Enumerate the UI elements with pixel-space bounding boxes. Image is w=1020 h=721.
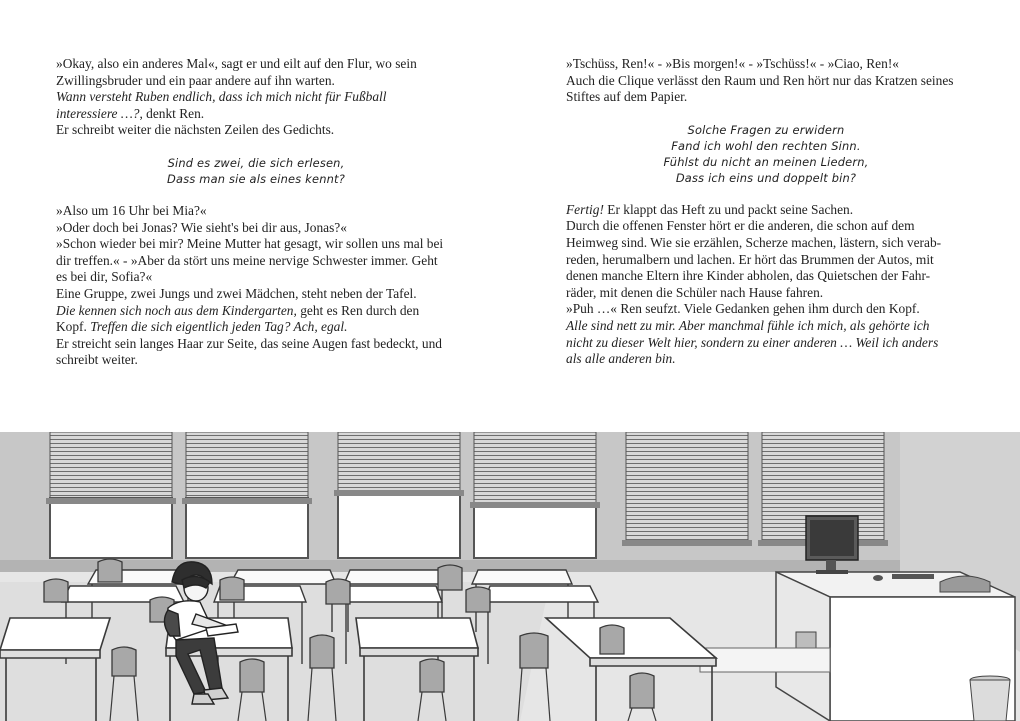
italic-thought-line: als alle anderen bin. bbox=[566, 351, 676, 367]
paragraph-haar-1: Er streicht sein langes Haar zur Seite, das seine Augen fast bedeckt, und bbox=[56, 335, 442, 351]
ruben-tail: , denkt Ren. bbox=[139, 105, 205, 121]
body-line: räder, mit denen die Schüler nach Hause fahren. bbox=[566, 284, 824, 300]
thought-treffen: Treffen die sich eigentlich jeden Tag? Ach, egal. bbox=[90, 319, 348, 335]
goodbye-line: Auch die Clique verlässt den Raum und Ren hört nur das Kratzen seines bbox=[566, 72, 954, 88]
ruben-thought-2: interessiere …? bbox=[56, 105, 140, 121]
teacher-platform bbox=[700, 648, 830, 672]
goodbye-line: Stiftes auf dem Papier. bbox=[566, 89, 688, 105]
body-line: reden, herumalbern und lachen. Er hört das Brummen der Autos, mit bbox=[566, 251, 934, 267]
window-5 bbox=[622, 432, 752, 546]
window-2 bbox=[182, 432, 312, 558]
poem-stanza-1 bbox=[56, 155, 456, 187]
body-line: denen manche Eltern ihre Kinder abholen, das Quietschen der Fahr- bbox=[566, 268, 931, 284]
poem-line: Fühlst du nicht an meinen Liedern, bbox=[663, 154, 869, 169]
dialogue-line: »Oder doch bei Jonas? Wie sieht's bei dir aus, Jonas?« bbox=[56, 219, 347, 235]
dialogue-line: Eine Gruppe, zwei Jungs und zwei Mädchen, steht neben der Tafel. bbox=[56, 285, 417, 301]
poem-line: Dass ich eins und doppelt bin? bbox=[675, 170, 857, 185]
poem-line: Sind es zwei, die sich erlesen, bbox=[167, 155, 345, 170]
thought-mid: geht es Ren durch den bbox=[296, 302, 420, 318]
classroom-illustration bbox=[0, 432, 1020, 721]
fertig-rest: Er klappt das Heft zu und packt seine Sachen. bbox=[603, 201, 854, 217]
window-4 bbox=[470, 432, 600, 558]
poem-stanza-2 bbox=[566, 122, 966, 186]
paragraph-fertig bbox=[566, 202, 966, 219]
thought-kindergarten: Die kennen sich noch aus dem Kindergarten, bbox=[56, 302, 297, 318]
body-line: Durch die offenen Fenster hört er die anderen, die schon auf dem bbox=[566, 218, 915, 234]
italic-thought-line: nicht zu dieser Welt hier, sondern zu einer anderen … Weil ich anders bbox=[566, 334, 939, 350]
window-1 bbox=[46, 432, 176, 558]
right-text-column bbox=[566, 56, 966, 368]
dialogue-line: »Schon wieder bei mir? Meine Mutter hat gesagt, wir sollen uns mal bei bbox=[56, 236, 444, 252]
left-text-column bbox=[56, 56, 456, 369]
paragraph-flur-1: »Okay, also ein anderes Mal«, sagt er und eilt auf den Flur, wo sein bbox=[56, 56, 417, 71]
poem-line: Fand ich wohl den rechten Sinn. bbox=[671, 138, 861, 153]
dialogue-line: dir treffen.« - »Aber da stört uns meine nervige Schwester immer. Geht bbox=[56, 252, 438, 268]
paragraph-kindergarten bbox=[56, 303, 456, 336]
thought-kopf: Kopf. bbox=[56, 319, 91, 335]
window-3 bbox=[334, 432, 464, 558]
poem-line: Dass man sie als eines kennt? bbox=[167, 171, 345, 186]
fertig-word: Fertig! bbox=[566, 201, 604, 217]
italic-thought-line: Alle sind nett zu mir. Aber manchmal fühle ich mich, als gehörte ich bbox=[566, 317, 930, 333]
dialogue-line: »Also um 16 Uhr bei Mia?« bbox=[56, 202, 207, 218]
body-line: Heimweg sind. Wie sie erzählen, Scherze machen, lästern, sich verab- bbox=[566, 234, 942, 250]
paragraph-gedicht: Er schreibt weiter die nächsten Zeilen des Gedichts. bbox=[56, 122, 335, 138]
paragraph-ruben bbox=[56, 89, 456, 122]
goodbye-line: »Tschüss, Ren!« - »Bis morgen!« - »Tschüss!« - »Ciao, Ren!« bbox=[566, 56, 899, 71]
body-line: »Puh …« Ren seufzt. Viele Gedanken gehen ihm durch den Kopf. bbox=[566, 301, 920, 317]
ruben-thought-1: Wann versteht Ruben endlich, dass ich mich nicht für Fußball bbox=[56, 89, 387, 105]
waste-bin bbox=[970, 676, 1010, 721]
poem-line: Solche Fragen zu erwidern bbox=[687, 122, 845, 137]
paragraph-haar-2: schreibt weiter. bbox=[56, 352, 138, 368]
paragraph-flur-2: Zwillingsbruder und ein paar andere auf ihn warten. bbox=[56, 72, 335, 88]
dialogue-line: es bei dir, Sofia?« bbox=[56, 269, 153, 285]
